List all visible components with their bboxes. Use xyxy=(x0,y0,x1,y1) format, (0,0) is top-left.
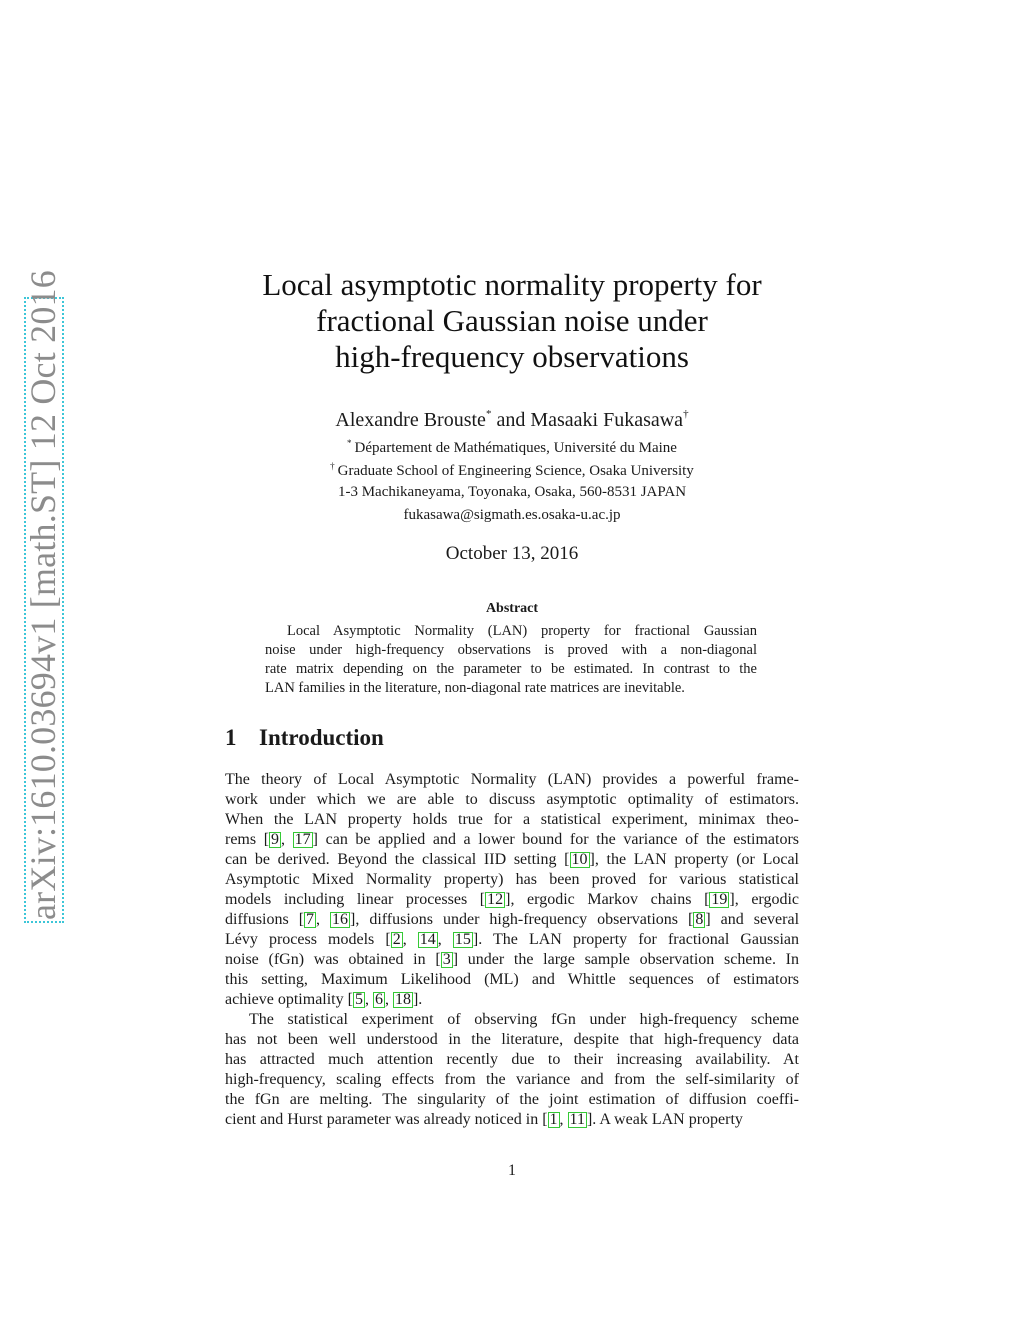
section-number: 1 xyxy=(225,725,237,750)
affiliation-mark: † xyxy=(330,461,335,471)
citation-link[interactable]: 17 xyxy=(294,831,311,848)
citation-link[interactable]: 19 xyxy=(711,891,728,908)
citation-link[interactable]: 8 xyxy=(695,911,704,928)
text-run: has not been well understood in the literature, despite that high-frequency data xyxy=(225,1031,799,1048)
text-run: ], ergodic Markov chains [ xyxy=(505,891,710,908)
text-run: The statistical experiment of observing fGn under high-frequency scheme xyxy=(249,1011,799,1028)
text-run: work under which we are able to discuss asymptotic optimality of estimators. xyxy=(225,791,799,808)
text-run: ], the LAN property (or Local xyxy=(589,851,799,868)
arxiv-identifier[interactable]: arXiv:1610.03694v1 [math.ST] 12 Oct 2016 xyxy=(23,270,63,920)
text-line xyxy=(225,790,799,810)
citation-link[interactable]: 16 xyxy=(332,911,349,928)
text-run: ], diffusions under high-frequency observations [ xyxy=(350,911,694,928)
abstract-heading: Abstract xyxy=(485,601,539,616)
text-run: , xyxy=(316,911,331,928)
text-run: , xyxy=(364,991,373,1008)
abstract-line: rate matrix depending on the parameter to be estimated. In contrast to the xyxy=(265,661,757,677)
title-line: Local asymptotic normality property for xyxy=(262,267,762,302)
citation-link[interactable]: 3 xyxy=(442,951,451,968)
text-run: , xyxy=(559,1111,568,1128)
abstract-body xyxy=(265,622,757,698)
text-run: diffusions [ xyxy=(225,911,305,928)
text-line xyxy=(225,1070,799,1090)
citation-link[interactable]: 2 xyxy=(392,931,401,948)
text-run: When the LAN property holds true for a statistical experiment, minimax theo- xyxy=(225,811,799,828)
text-line xyxy=(225,830,799,850)
citation-link[interactable]: 9 xyxy=(271,831,280,848)
citation-link[interactable]: 5 xyxy=(354,991,363,1008)
citation-link[interactable]: 6 xyxy=(374,991,383,1008)
author-name: Alexandre Brouste xyxy=(335,409,486,431)
citation-link[interactable]: 18 xyxy=(394,991,411,1008)
affiliation-address: 1-3 Machikaneyama, Toyonaka, Osaka, 560-8531 JAPAN xyxy=(337,484,687,500)
abstract-line: noise under high-frequency observations is proved with a non-diagonal xyxy=(265,642,757,658)
title-line: high-frequency observations xyxy=(335,339,689,374)
text-run: , xyxy=(384,991,393,1008)
citation-link[interactable]: 10 xyxy=(571,851,588,868)
text-run: ]. The LAN property for fractional Gaussian xyxy=(472,931,800,948)
paragraph xyxy=(225,770,799,1010)
author-mark: * xyxy=(485,408,492,420)
text-run: this setting, Maximum Likelihood (ML) and Whittle sequences of estimators xyxy=(225,971,799,988)
text-run: ] and several xyxy=(705,911,800,928)
affiliation xyxy=(230,461,794,480)
citation-link[interactable]: 12 xyxy=(487,891,504,908)
section-title: Introduction xyxy=(259,725,384,750)
abstract-line: Local Asymptotic Normality (LAN) property for fractional Gaussian xyxy=(287,623,757,639)
text-line xyxy=(225,910,799,930)
title-line: fractional Gaussian noise under xyxy=(316,303,708,338)
text-line xyxy=(225,870,799,890)
text-run: The theory of Local Asymptotic Normality (LAN) provides a powerful frame- xyxy=(225,771,799,788)
paper-title xyxy=(230,267,794,375)
paper-date: October 13, 2016 xyxy=(445,543,579,564)
affiliation-mark: * xyxy=(347,438,352,448)
text-line xyxy=(225,890,799,910)
text-line xyxy=(225,810,799,830)
text-run: , xyxy=(402,931,418,948)
affiliation-text: Graduate School of Engineering Science, Osaka University xyxy=(337,463,694,479)
author-connector: and xyxy=(491,409,531,431)
paragraph xyxy=(225,1010,799,1130)
citation-link[interactable]: 14 xyxy=(419,931,436,948)
page-number: 1 xyxy=(508,1162,516,1179)
citation-link[interactable]: 7 xyxy=(306,911,315,928)
text-line xyxy=(225,770,799,790)
citation-link[interactable]: 11 xyxy=(569,1111,585,1128)
text-line xyxy=(225,1030,799,1050)
text-run: the fGn are melting. The singularity of the joint estimation of diffusion coeffi- xyxy=(225,1091,799,1108)
text-line xyxy=(225,950,799,970)
text-line xyxy=(225,990,799,1010)
text-run: rems [ xyxy=(225,831,270,848)
author-list xyxy=(230,408,794,432)
text-line xyxy=(225,970,799,990)
text-run: achieve optimality [ xyxy=(225,991,353,1008)
text-run: ] under the large sample observation scheme. In xyxy=(452,951,800,968)
text-line xyxy=(225,1090,799,1110)
affiliation xyxy=(230,438,794,457)
text-run: , xyxy=(437,931,453,948)
text-run: ], ergodic xyxy=(729,891,800,908)
text-line xyxy=(225,1010,799,1030)
text-run: , xyxy=(281,831,293,848)
abstract-line: LAN families in the literature, non-diagonal rate matrices are inevitable. xyxy=(265,680,685,696)
author-mark: † xyxy=(683,408,689,420)
text-run: ]. xyxy=(412,991,423,1008)
text-line xyxy=(225,930,799,950)
author-name: Masaaki Fukasawa xyxy=(530,409,684,431)
author-email[interactable]: fukasawa@sigmath.es.osaka-u.ac.jp xyxy=(403,507,621,523)
text-run: cient and Hurst parameter was already noticed in [ xyxy=(225,1111,548,1128)
text-run: ] can be applied and a lower bound for the variance of the estimators xyxy=(312,831,800,848)
text-line xyxy=(225,1110,799,1130)
text-run: models including linear processes [ xyxy=(225,891,486,908)
text-run: Asymptotic Mixed Normality property) has been proved for various statistical xyxy=(225,871,799,888)
affiliation-text: Département de Mathématiques, Université du Maine xyxy=(354,440,677,456)
citation-link[interactable]: 1 xyxy=(549,1111,558,1128)
text-line xyxy=(225,850,799,870)
text-run: can be derived. Beyond the classical IID setting [ xyxy=(225,851,570,868)
section-heading xyxy=(225,725,384,751)
text-run: Lévy process models [ xyxy=(225,931,391,948)
text-line xyxy=(225,1050,799,1070)
introduction-body xyxy=(225,770,799,1130)
text-run: ]. A weak LAN property xyxy=(586,1111,743,1128)
text-run: noise (fGn) was obtained in [ xyxy=(225,951,441,968)
citation-link[interactable]: 15 xyxy=(454,931,471,948)
text-run: high-frequency, scaling effects from the variance and from the self-similarity of xyxy=(225,1071,799,1088)
text-run: has attracted much attention recently due to their increasing availability. At xyxy=(225,1051,799,1068)
